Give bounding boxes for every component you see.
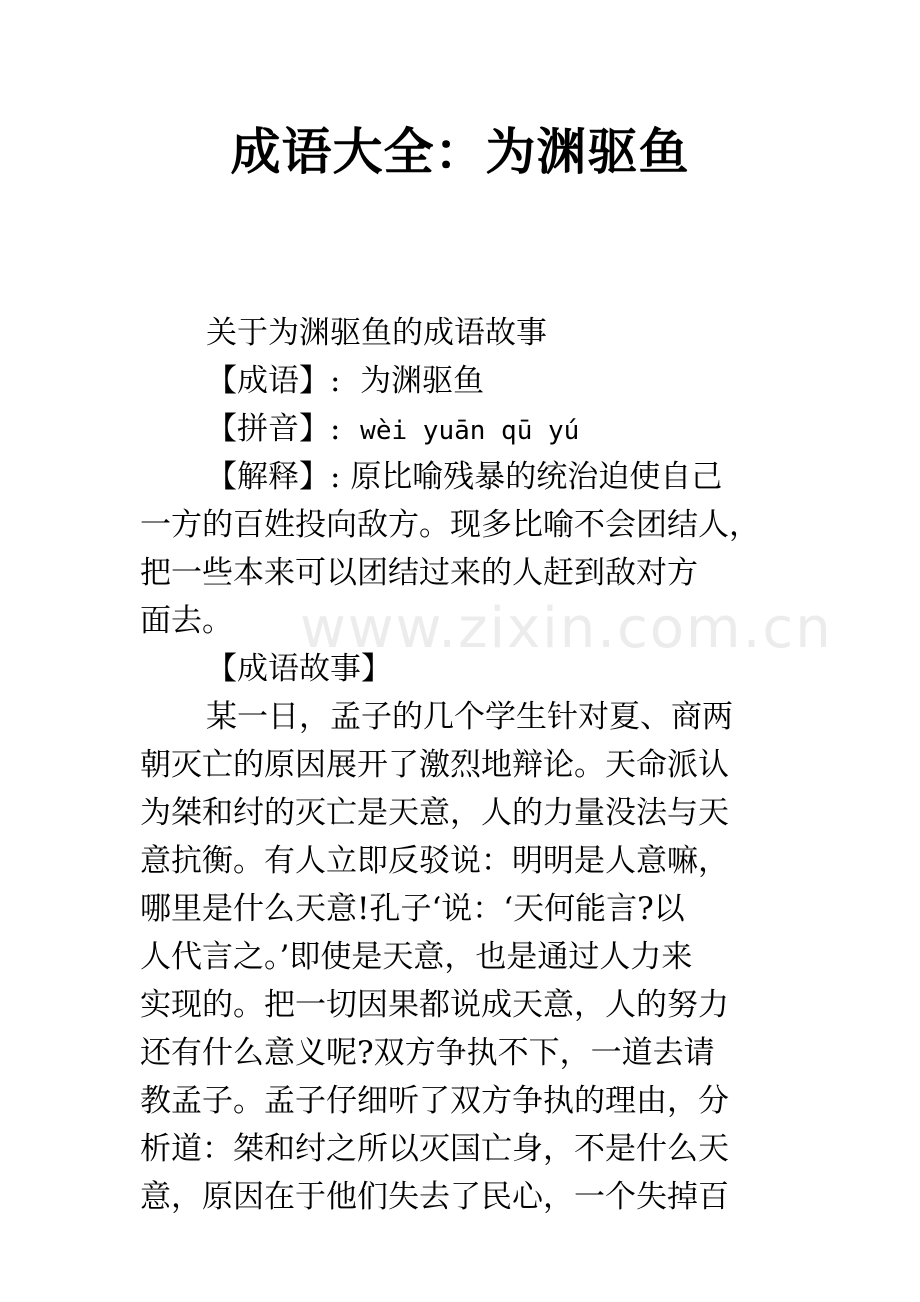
story-line: 实现的。把一切因果都说成天意，人的努力 xyxy=(140,987,729,1023)
story-line: 教孟子。孟子仔细听了双方争执的理由，分 xyxy=(140,1083,729,1119)
story-line: 哪里是什么天意!孔子‘说：‘天何能言?以 xyxy=(140,891,685,927)
document-body xyxy=(140,309,785,1221)
explanation-row xyxy=(140,453,785,501)
story-line: 人代言之。’即使是天意，也是通过人力来 xyxy=(140,939,693,975)
watermark: www.zixin.com.cn xyxy=(300,596,833,661)
story-line: 某一日，孟子的几个学生针对夏、商两 xyxy=(206,699,733,735)
explanation-line: 一方的百姓投向敌方。现多比喻不会团结人， xyxy=(140,507,760,543)
story-line: 还有什么意义呢?双方争执不下，一道去请 xyxy=(140,1035,715,1071)
pinyin-value: wèi yuān qū yú xyxy=(360,416,580,446)
pinyin-row xyxy=(140,405,785,453)
pinyin-label: 【拼音】: xyxy=(206,411,341,447)
story-line: 意抗衡。有人立即反驳说：明明是人意嘛， xyxy=(140,843,729,879)
idiom-row xyxy=(140,357,785,405)
story-line: 意，原因在于他们失去了民心，一个失掉百 xyxy=(140,1179,729,1215)
explanation-line: 把一些本来可以团结过来的人赶到敌对方 xyxy=(140,555,698,591)
story-line: 为桀和纣的灭亡是天意，人的力量没法与天 xyxy=(140,795,729,831)
subtitle: 关于为渊驱鱼的成语故事 xyxy=(206,315,547,351)
story-label: 【成语故事】 xyxy=(206,651,392,687)
explanation-line: 原比喻残暴的统治迫使自己 xyxy=(350,459,723,495)
story-line: 朝灭亡的原因展开了激烈地辩论。天命派认 xyxy=(140,747,729,783)
story-line: 析道：桀和纣之所以灭国亡身，不是什么天 xyxy=(140,1131,729,1167)
explanation-line: 面去。 xyxy=(140,603,233,639)
page-title: 成语大全：为渊驱鱼 xyxy=(230,123,690,181)
idiom-value: 为渊驱鱼 xyxy=(360,363,485,399)
idiom-label: 【成语】: xyxy=(206,363,341,399)
explanation-label: 【解释】: xyxy=(206,459,341,495)
